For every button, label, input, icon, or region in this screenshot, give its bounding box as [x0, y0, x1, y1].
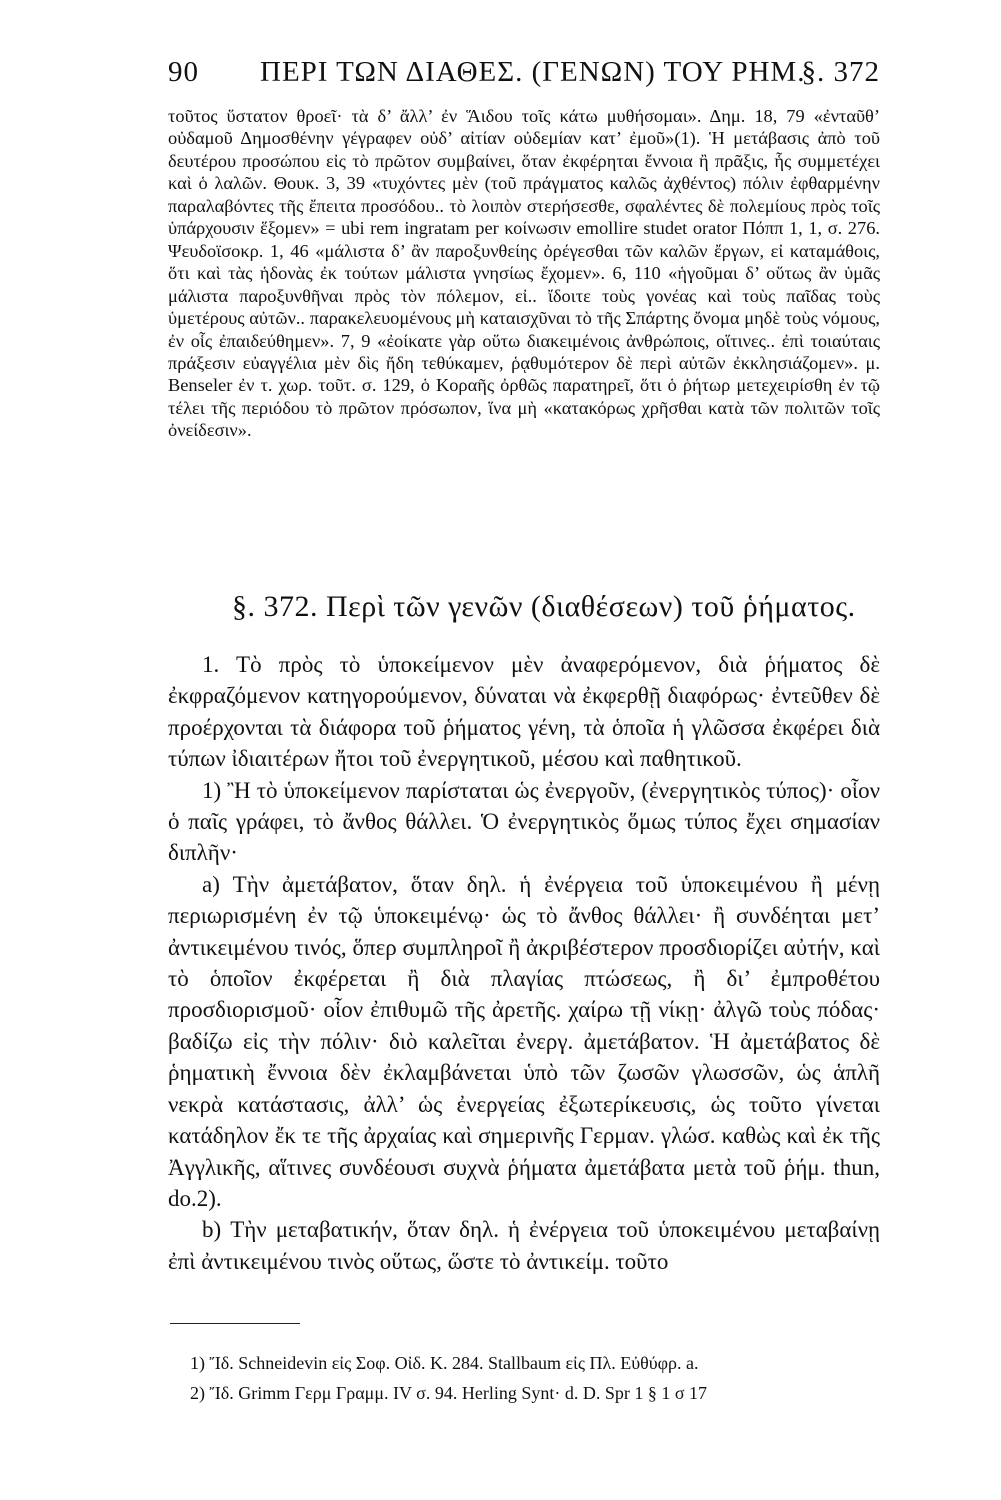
- footnotes: [190, 1348, 880, 1408]
- page-number: 90: [168, 56, 199, 88]
- paragraph: 1) Ἢ τὸ ὑποκείμενον παρίσταται ὡς ἐνεργοῦν, (ἐνεργητικὸς τύπος)· οἷον ὁ παῖς γράφει, τὸ ἄνθος θάλλει. Ὁ ἐνεργητικὸς ὅμως τύπος ἔχει σημασίαν διπλῆν·: [168, 777, 880, 866]
- continued-notes: [168, 105, 880, 442]
- paragraph: b) Τὴν μεταβατικήν, ὅταν δηλ. ἡ ἐνέργεια τοῦ ὑποκειμένου μεταβαίνῃ ἐπὶ ἀντικειμένου τινὸς οὕτως, ὥστε τὸ ἀντικείμ. τοῦτο: [168, 1217, 880, 1274]
- footnote: 2) Ἴδ. Grimm Γερμ Γραμμ. IV σ. 94. Herling Synt· d. D. Spr 1 § 1 σ 17: [190, 1383, 708, 1403]
- paragraph: 1. Τὸ πρὸς τὸ ὑποκείμενον μὲν ἀναφερόμενον, διὰ ῥήματος δὲ ἐκφραζόμενον κατηγορούμενον, δύναται νὰ ἐκφερθῇ διαφόρως· ἐντεῦθεν δὲ προέρχονται τὰ διάφορα τοῦ ῥήματος γένη, τὰ ὁποῖα ἡ γλῶσσα ἐκφέρει διὰ τύπων ἰδιαιτέρων ἤτοι τοῦ ἐνεργητικοῦ, μέσου καὶ παθητικοῦ.: [168, 652, 880, 772]
- running-title: ΠΕΡΙ ΤΩΝ ΔΙΑΘΕΣ. (ΓΕΝΩΝ) ΤΟΥ ΡΗΜ.: [260, 56, 806, 88]
- section-heading: §. 372. Περὶ τῶν γενῶν (διαθέσεων) τοῦ ῥήματος.: [232, 590, 856, 623]
- section-reference: §. 372: [801, 56, 880, 88]
- paragraph: a) Τὴν ἀμετάβατον, ὅταν δηλ. ἡ ἐνέργεια τοῦ ὑποκειμένου ἢ μένῃ περιωρισμένη ἐν τῷ ὑποκειμένῳ· ὡς τὸ ἄνθος θάλλει· ἢ συνδέηται μετ’ ἀντικειμένου τινός, ὅπερ συμπληροῖ ἢ ἀκριβέστερον προσδιορίζει αὐτήν, καὶ τὸ ὁποῖον ἐκφέρεται ἢ διὰ πλαγίας πτώσεως, ἢ δι’ ἐμπροθέτου προσδιορισμοῦ· οἷον ἐπιθυμῶ τῆς ἀρετῆς. χαίρω τῇ νίκῃ· ἀλγῶ τοὺς πόδας· βαδίζω εἰς τὴν πόλιν· διὸ καλεῖται ἐνεργ. ἀμετάβατον. Ἡ ἀμετάβατος δὲ ῥηματικὴ ἔννοια δὲν ἐκλαμβάνεται ὑπὸ τῶν ζωσῶν γλωσσῶν, ὡς ἁπλῆ νεκρὰ κατάστασις, ἀλλ’ ὡς ἐνεργείας ἐξωτερίκευσις, ὡς τοῦτο γίνεται κατάδηλον ἔκ τε τῆς ἀρχαίας καὶ σημερινῆς Γερμαν. γλώσ. καθὼς καὶ ἐκ τῆς Ἀγγλικῆς, αἵτινες συνδέουσι συχνὰ ῥήματα ἀμετάβατα μετὰ τοῦ ῥήμ. thun, do.2).: [168, 871, 880, 1211]
- footnote-divider: [170, 1323, 300, 1324]
- body-text: [168, 649, 880, 1277]
- running-header: [168, 56, 880, 96]
- footnote: 1) Ἴδ. Schneidevin εἰς Σοφ. Οἰδ. Κ. 284. Stallbaum εἰς Πλ. Εὐθύφρ. a.: [190, 1353, 699, 1373]
- notes-text: τοῦτος ὕστατον θροεῖ· τὰ δ’ ἄλλ’ ἐν Ἅιδου τοῖς κάτω μυθήσομαι». Δημ. 18, 79 «ἐνταῦθ’ οὐδαμοῦ Δημοσθένην γέγραφεν οὐδ’ αἰτίαν οὐδεμίαν κατ’ ἐμοῦ»(1). Ἡ μετάβασις ἀπὸ τοῦ δευτέρου προσώπου εἰς τὸ πρῶτον συμβαίνει, ὅταν ἐκφέρηται ἔννοια ἢ πρᾶξις, ἧς συμμετέχει καὶ ὁ λαλῶν. Θουκ. 3, 39 «τυχόντες μὲν (τοῦ πράγματος καλῶς ἀχθέντος) πόλιν ἐφθαρμένην παραλαβόντες τῆς ἔπειτα προσόδου.. τὸ λοιπὸν στερήσεσθε, σφαλέντες δὲ πολεμίους πρὸς τοῖς ὑπάρχουσιν ἕξομεν» = ubi rem ingratam per κοίνωσιν emollire studet orator Πόππ 1, 1, σ. 276. Ψευδοϊσοκρ. 1, 46 «μάλιστα δ’ ἂν παροξυνθείης ὀρέγεσθαι τῶν καλῶν ἔργων, εἰ καταμάθοις, ὅτι καὶ τὰς ἡδονὰς ἐκ τούτων μάλιστα γνησίως ἔχομεν». 6, 110 «ἡγοῦμαι δ’ οὕτως ἂν ὑμᾶς μάλιστα παροξυνθῆναι πρὸς τὸν πόλεμον, εἰ.. ἴδοιτε τοὺς γονέας καὶ τοὺς παῖδας τοὺς ὑμετέρους αὐτῶν.. παρακελευομένους μὴ καταισχῦναι τὸ τῆς Σπάρτης ὄνομα μηδὲ τοὺς νόμους, ἐν οἷς ἐπαιδεύθημεν». 7, 9 «ἐοίκατε γὰρ οὕτω διακειμένοις ἀνθρώποις, οἵτινες.. ἐπὶ τοιαύταις πράξεσιν εὐαγγέλια μὲν δὶς ἤδη τεθύκαμεν, ῥᾳθυμότερον δὲ περὶ αὐτῶν ἐκκλησιάζομεν». μ. Benseler ἐν τ. χωρ. τοῦτ. σ. 129, ὁ Κοραῆς ὀρθῶς παρατηρεῖ, ὅτι ὁ ῥήτωρ μετεχειρίσθη ἐν τῷ τέλει τῆς περιόδου τὸ πρῶτον πρόσωπον, ἵνα μὴ «κατακόρως χρῆσθαι κατὰ τῶν πολιτῶν τοῖς ὀνείδεσιν».: [168, 106, 880, 441]
